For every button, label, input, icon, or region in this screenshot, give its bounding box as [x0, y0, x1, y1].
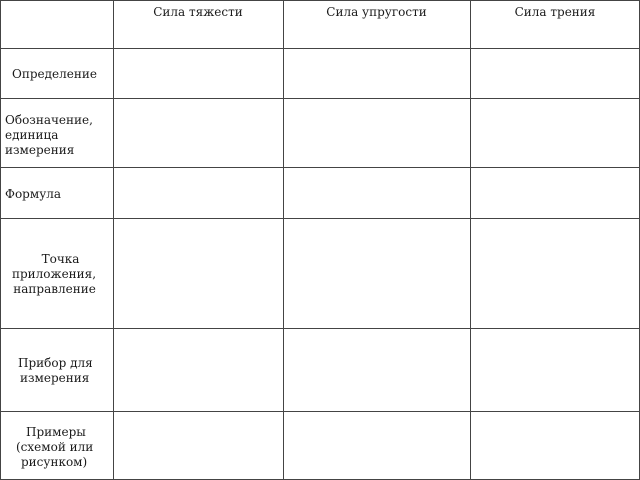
table-line — [470, 48, 640, 49]
table-line — [113, 48, 283, 49]
table-line — [113, 0, 114, 480]
table-line — [0, 48, 113, 49]
row-label-line: Точка — [41, 252, 80, 266]
table-line — [0, 0, 640, 1]
table-line — [283, 48, 470, 49]
row-label: Формула — [5, 187, 62, 201]
row-label-line: приложения, — [12, 267, 97, 281]
table-line — [283, 0, 284, 480]
column-header-label: Сила тяжести — [153, 5, 243, 19]
table-line — [0, 328, 640, 329]
row-label-measuring-device — [18, 356, 93, 386]
column-header-label: Сила трения — [514, 5, 596, 19]
table-line — [470, 0, 471, 480]
row-label-line: измерения — [5, 143, 75, 157]
column-header-elastic — [283, 5, 470, 20]
row-label-line: единица — [5, 128, 59, 142]
row-label-line: Прибор для — [18, 356, 93, 370]
row-label: Определение — [12, 67, 97, 81]
column-header-friction — [470, 5, 640, 20]
row-label-formula — [5, 187, 61, 202]
row-label-line: Примеры — [26, 425, 86, 439]
row-label-application-direction — [12, 252, 97, 297]
table-line — [0, 98, 640, 99]
table-line — [0, 0, 1, 480]
row-label-line: (схемой или — [16, 440, 94, 454]
row-label-notation-unit — [5, 113, 93, 158]
row-label-line: рисунком) — [21, 455, 88, 469]
row-label-line: Обозначение, — [5, 113, 93, 127]
table-line — [0, 411, 640, 412]
row-label-line: направление — [13, 282, 96, 296]
row-label-definition — [12, 67, 97, 82]
row-label-examples — [16, 425, 93, 470]
column-header-gravity — [113, 5, 283, 20]
table-line — [0, 218, 640, 219]
row-label-line: измерения — [20, 371, 90, 385]
table-line — [0, 167, 640, 168]
column-header-label: Сила упругости — [326, 5, 427, 19]
